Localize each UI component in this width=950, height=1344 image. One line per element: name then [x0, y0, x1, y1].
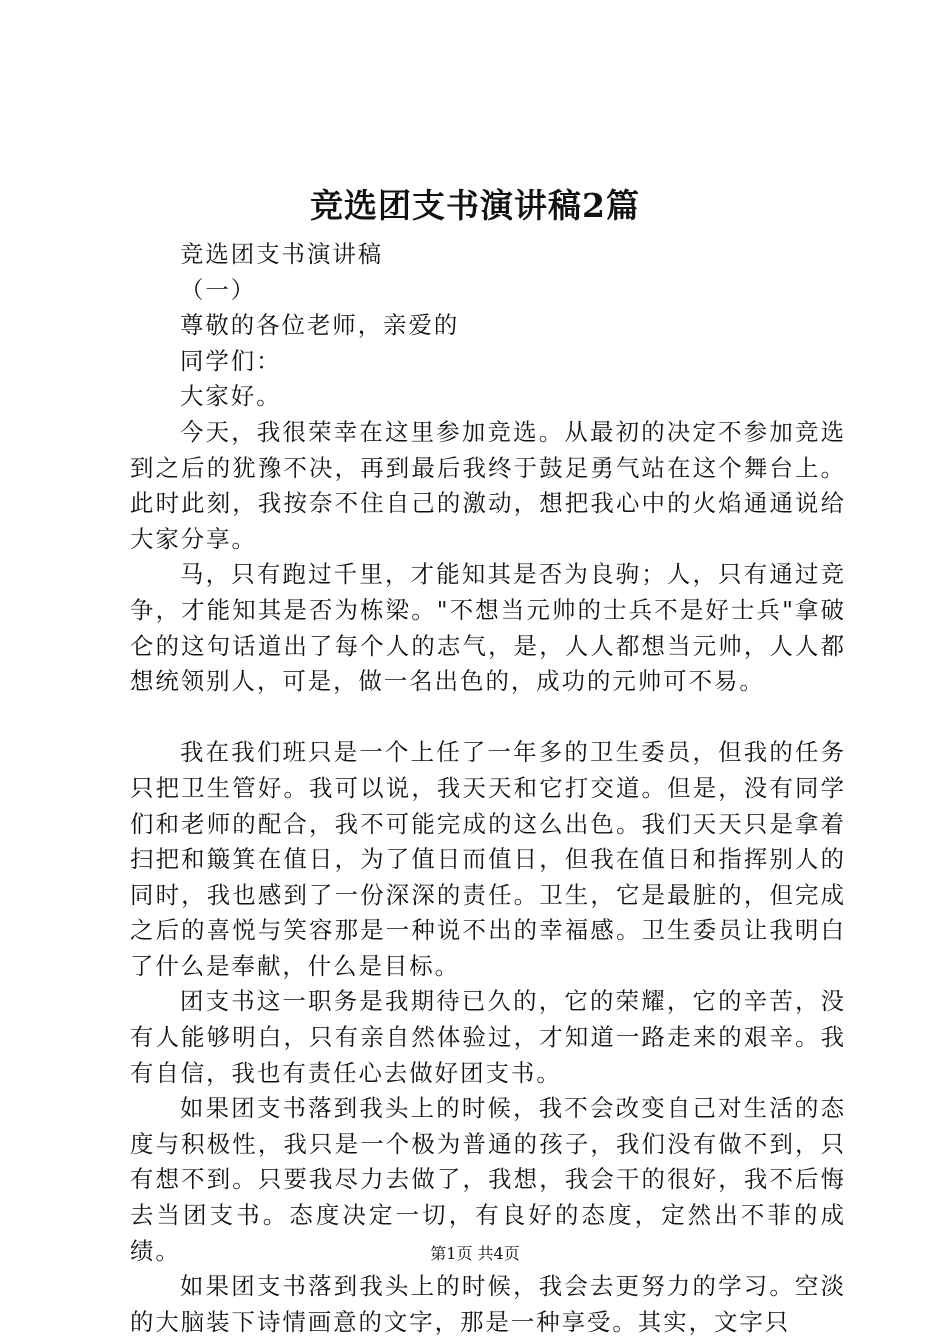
blank-line — [130, 700, 846, 736]
body-paragraph: 我在我们班只是一个上任了一年多的卫生委员，但我的任务只把卫生管好。我可以说，我天天和它打交道。但是，没有同学们和老师的配合，我不可能完成的这么出色。我们天天只是拿着扫把和簸箕在值日，为了值日而值日，但我在值日和指挥别人的同时，我也感到了一份深深的责任。卫生，它是最脏的，但完成之后的喜悦与笑容那是一种说不出的幸福感。卫生委员让我明白了什么是奉献，什么是目标。 — [130, 738, 846, 980]
body-paragraph: 今天，我很荣幸在这里参加竞选。从最初的决定不参加竞选到之后的犹豫不决，再到最后我终于鼓足勇气站在这个舞台上。此时此刻，我按奈不住自己的激动，想把我心中的火焰通通说给大家分享。 — [130, 417, 846, 553]
document-title: 竞选团支书演讲稿2篇 — [310, 186, 640, 225]
page-footer: 第1页 共4页 — [430, 1244, 520, 1263]
greeting-line: 大家好。 — [180, 382, 282, 411]
salutation-line-1: 尊敬的各位老师，亲爱的 — [180, 311, 460, 340]
body-paragraph: 如果团支书落到我头上的时候，我会去更努力的学习。空淡的大脑装下诗情画意的文字，那是一种享受。其实，文字只 — [130, 1272, 846, 1336]
salutation-line-2: 同学们： — [180, 346, 282, 375]
document-body — [130, 237, 846, 1340]
body-paragraph: 马，只有跑过千里，才能知其是否为良驹；人，只有通过竞争，才能知其是否为栋梁。"不想当元帅的士兵不是好士兵"拿破仑的这句话道出了每个人的志气，是，人人都想当元帅，人人都想统领别人，可是，做一名出色的，成功的元帅可不易。 — [130, 560, 846, 696]
subtitle-line: 竞选团支书演讲稿 — [180, 240, 384, 268]
body-paragraph: 如果团支书落到我头上的时候，我不会改变自己对生活的态度与积极性，我只是一个极为普通的孩子，我们没有做不到，只有想不到。只要我尽力去做了，我想，我会干的很好，我不后悔去当团支书。态度决定一切，有良好的态度，定然出不菲的成绩。 — [130, 1094, 846, 1265]
section-number: （一） — [180, 275, 257, 304]
body-paragraph: 团支书这一职务是我期待已久的，它的荣耀，它的辛苦，没有人能够明白，只有亲自然体验过，才知道一路走来的艰辛。我有自信，我也有责任心去做好团支书。 — [130, 987, 846, 1087]
